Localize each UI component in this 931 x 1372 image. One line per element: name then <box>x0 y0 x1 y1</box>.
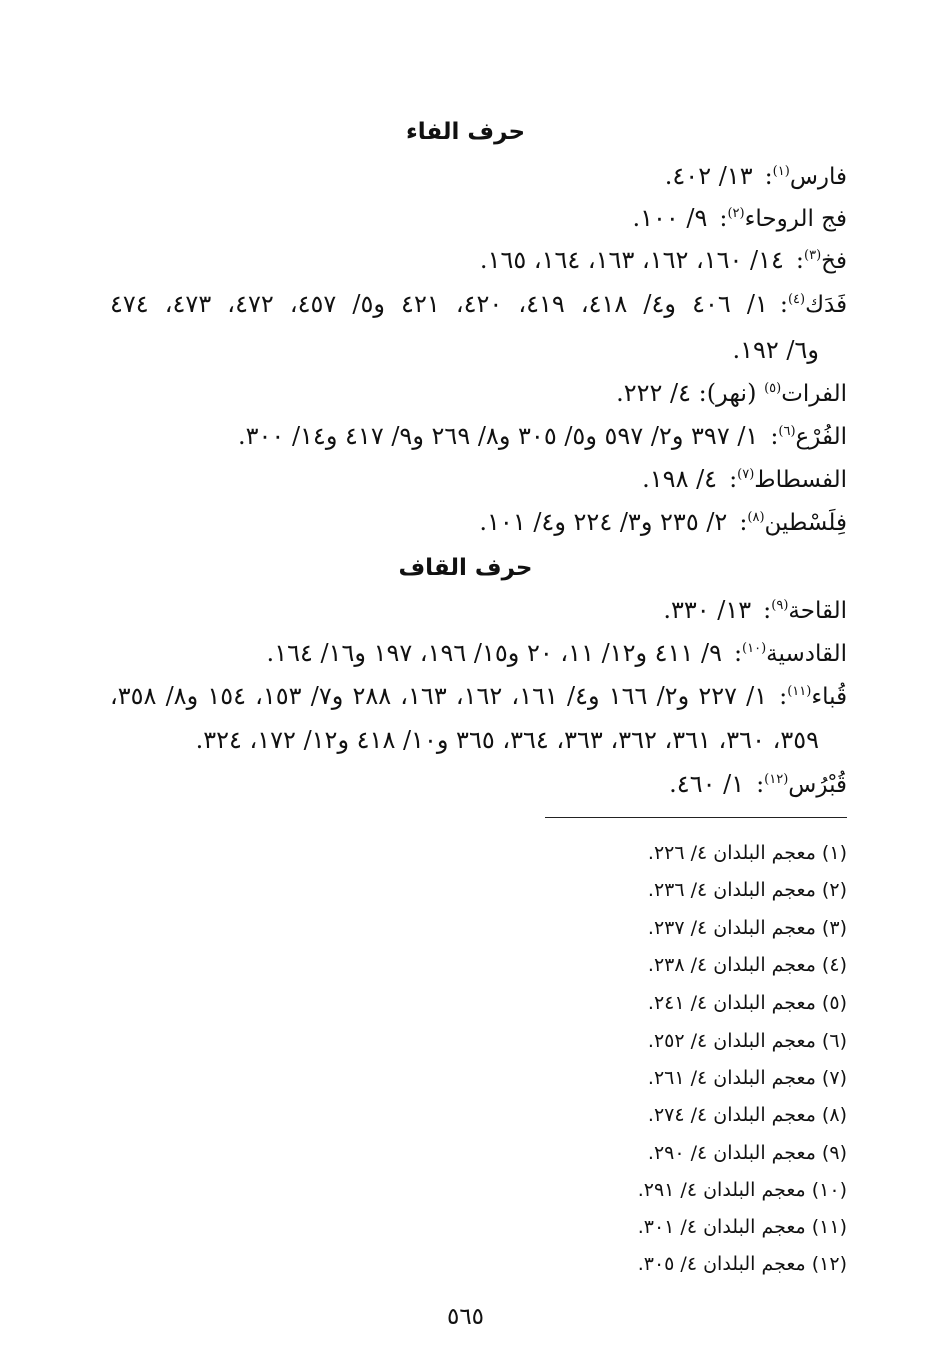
footnote: (١) معجم البلدان ٤/ ٢٢٦. <box>647 842 847 864</box>
footnote: (٤) معجم البلدان ٤/ ٢٣٨. <box>647 954 847 976</box>
footnote-marker: (١) <box>772 164 790 179</box>
entry-continuation: و٦/ ١٩٢. <box>732 336 819 364</box>
footnote-marker: (٢) <box>727 206 745 221</box>
footnote: (١٢) معجم البلدان ٤/ ٣٠٥. <box>637 1253 847 1275</box>
entry-refs: ١/ ٢٢٧ و٢/ ١٦٦ و٤/ ١٦١، ١٦٢، ١٦٣، ٢٨٨ و٧/ ١٥٣، ١٥٤ و٨/ ٣٥٨، <box>110 682 768 710</box>
footnote: (٩) معجم البلدان ٤/ ٢٩٠. <box>647 1142 847 1164</box>
footnote: (١٠) معجم البلدان ٤/ ٢٩١. <box>637 1179 847 1201</box>
footnote-marker: (١١) <box>787 684 812 699</box>
entry-term: قُباء <box>811 684 848 710</box>
index-entry: فارس$^{(١)}$:١٣/ ٤٠٢. <box>664 162 847 190</box>
footnote: (٣) معجم البلدان ٤/ ٢٣٧. <box>647 917 847 939</box>
entry-term: الفسطاط <box>754 467 847 493</box>
index-entry: قُبْرُس$^{(١٢)}$:١/ ٤٦٠. <box>669 770 847 798</box>
footnote: (٢) معجم البلدان ٤/ ٢٣٦. <box>647 879 847 901</box>
footnote-marker: (٨) <box>747 510 765 525</box>
entry-refs: ١٤/ ١٦٠، ١٦٢، ١٦٣، ١٦٤، ١٦٥. <box>479 246 784 274</box>
entry-term: الفُرْع <box>795 424 847 450</box>
index-entry: فَدَك$^{(٤)}$:١/ ٤٠٦ و٤/ ٤١٨، ٤١٩، ٤٢٠، ٤٢١ و٥/ ٤٥٧، ٤٧٢، ٤٧٣، ٤٧٤ <box>110 290 848 318</box>
footnote: (١١) معجم البلدان ٤/ ٣٠١. <box>637 1216 847 1238</box>
footnote: (٧) معجم البلدان ٤/ ٢٦١. <box>647 1067 847 1089</box>
entry-refs: ٤/ ١٩٨. <box>642 465 718 493</box>
index-entry <box>100 377 847 410</box>
entry-continuation: ٣٥٩، ٣٦٠، ٣٦١، ٣٦٢، ٣٦٣، ٣٦٤، ٣٦٥ و١٠/ ٤١٨ و١٢/ ١٧٢، ٣٢٤. <box>195 726 819 754</box>
index-entry: فِلَسْطين$^{(٨)}$:٢/ ٢٣٥ و٣/ ٢٢٤ و٤/ ١٠١. <box>479 508 847 536</box>
index-entry: الفسطاط$^{(٧)}$:٤/ ١٩٨. <box>642 465 847 493</box>
footnote-marker: (٧) <box>737 467 755 482</box>
entry-term: فج الروحاء <box>744 206 847 232</box>
index-entry: الفُرْع$^{(٦)}$:١/ ٣٩٧ و٢/ ٥٩٧ و٥/ ٣٠٥ و٨/ ٢٦٩ و٩/ ٤١٧ و١٤/ ٣٠٠. <box>238 422 847 450</box>
entry-refs: (نهر): ٤/ ٢٢٢. <box>616 379 757 407</box>
entry-refs: ١/ ٤٦٠. <box>669 770 745 798</box>
entry-refs: ١٣/ ٣٣٠. <box>663 596 752 624</box>
entry-refs: ٩/ ٤١١ و١٢/ ١١، ٢٠ و١٥/ ١٩٦، ١٩٧ و١٦/ ١٦٤. <box>266 639 722 667</box>
index-entry: قُباء$^{(١١)}$:١/ ٢٢٧ و٢/ ١٦٦ و٤/ ١٦١، ١٦٢، ١٦٣، ٢٨٨ و٧/ ١٥٣، ١٥٤ و٨/ ٣٥٨، <box>110 682 848 710</box>
entry-refs: ٢/ ٢٣٥ و٣/ ٢٢٤ و٤/ ١٠١. <box>479 508 728 536</box>
index-entry: القادسية$^{(١٠)}$:٩/ ٤١١ و١٢/ ١١، ٢٠ و١٥/ ١٩٦، ١٩٧ و١٦/ ١٦٤. <box>266 639 847 667</box>
page-number: ٥٦٥ <box>446 1304 485 1330</box>
entry-refs: ٩/ ١٠٠. <box>632 204 708 232</box>
entry-term: القادسية <box>766 641 847 667</box>
footnote-marker: (٩) <box>771 598 789 613</box>
entry-refs: ١٣/ ٤٠٢. <box>664 162 753 190</box>
section-heading-qaf: حرف القاف <box>398 555 533 581</box>
index-entry: فخ$^{(٣)}$:١٤/ ١٦٠، ١٦٢، ١٦٣، ١٦٤، ١٦٥. <box>479 246 847 274</box>
footnote-marker: (٤) <box>787 292 806 307</box>
entry-term: فخ <box>821 248 847 274</box>
entry-term: فارس <box>789 164 847 190</box>
entry-term: القاحة <box>788 598 847 624</box>
footnote-marker: (١٢) <box>764 772 789 787</box>
footnote-marker: (٣) <box>804 248 822 263</box>
footnote-marker: (١٠) <box>742 641 767 656</box>
entry-term: فَدَك <box>805 292 848 318</box>
footnote: (٨) معجم البلدان ٤/ ٢٧٤. <box>647 1104 847 1126</box>
footnote: (٥) معجم البلدان ٤/ ٢٤١. <box>647 992 847 1014</box>
entry-term: فِلَسْطين <box>764 510 847 536</box>
footnote-divider <box>545 817 847 818</box>
entry-refs: ١/ ٤٠٦ و٤/ ٤١٨، ٤١٩، ٤٢٠، ٤٢١ و٥/ ٤٥٧، ٤٧٢، ٤٧٣، ٤٧٤ <box>110 290 768 318</box>
index-entry: فج الروحاء$^{(٢)}$:٩/ ١٠٠. <box>632 204 847 232</box>
section-heading-fa: حرف الفاء <box>405 119 526 145</box>
footnote: (٦) معجم البلدان ٤/ ٢٥٢. <box>647 1030 847 1052</box>
entry-term: الفرات <box>781 381 847 407</box>
footnote-marker: (٦) <box>778 424 796 439</box>
entry-term: قُبْرُس <box>788 772 847 798</box>
entry-refs: ١/ ٣٩٧ و٢/ ٥٩٧ و٥/ ٣٠٥ و٨/ ٢٦٩ و٩/ ٤١٧ و١٤/ ٣٠٠. <box>238 422 759 450</box>
index-entry: القاحة$^{(٩)}$:١٣/ ٣٣٠. <box>663 596 847 624</box>
footnote-marker: (٥) <box>764 381 782 396</box>
